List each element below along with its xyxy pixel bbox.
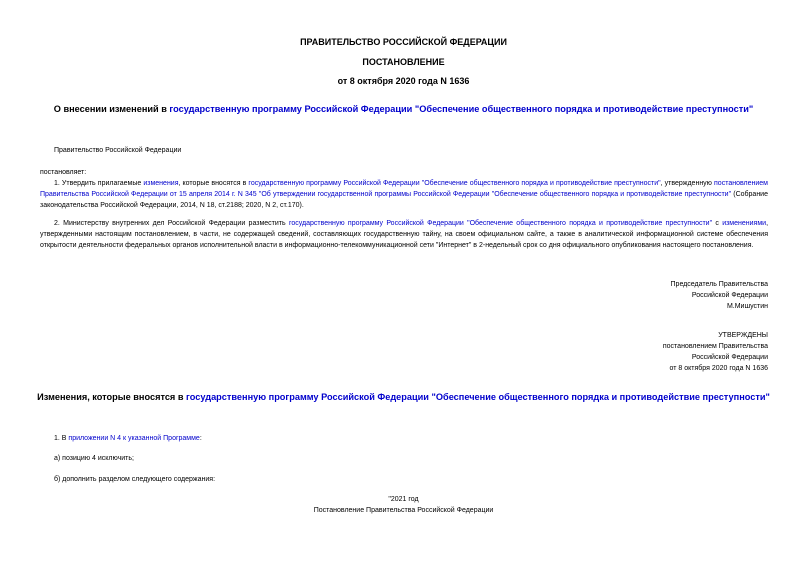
p1-text-b: , которые вносятся в: [178, 180, 249, 187]
item1-text-b: :: [199, 435, 202, 442]
p2-text-a: 2. Министерству внутренних дел Российской Федерации разместить: [54, 220, 289, 227]
title-prefix: О внесении изменений в: [53, 104, 170, 114]
changes-item-a: а) позицию 4 исключить;: [54, 455, 134, 462]
approved-line-3: Российской Федерации: [691, 354, 768, 361]
approved-block: [663, 330, 768, 374]
body-government: Правительство Российской Федерации: [54, 147, 182, 154]
item1-text-a: 1. В: [54, 435, 69, 442]
p1-text-d: (Собрание законодательства Российской Федерации, 2014, N 18, ст.2188; 2020, N 2, ст.170).: [40, 191, 768, 209]
p2-text-b: с: [712, 220, 723, 227]
p1-link-changes[interactable]: изменения: [143, 180, 179, 187]
document-title: [0, 104, 807, 114]
signature-block: [671, 279, 768, 312]
signature-line-2: Российской Федерации: [691, 292, 768, 299]
approved-line-4: от 8 октября 2020 года N 1636: [669, 365, 768, 372]
p1-text-a: 1. Утвердить прилагаемые: [54, 180, 144, 187]
approved-line-2: постановлением Правительства: [662, 343, 768, 350]
paragraph-2: [40, 218, 768, 251]
signature-line-1: Председатель Правительства: [670, 281, 768, 288]
header-date-number: от 8 октября 2020 года N 1636: [337, 76, 470, 86]
changes-item-b: б) дополнить разделом следующего содержания:: [54, 476, 216, 483]
approved-line-1: УТВЕРЖДЕНЫ: [718, 332, 768, 339]
p1-link-program[interactable]: государственную программу Российской Федерации "Обеспечение общественного порядка и противодействие преступности": [248, 180, 661, 187]
changes-item-1: [54, 433, 202, 444]
header-org: ПРАВИТЕЛЬСТВО РОССИЙСКОЙ ФЕДЕРАЦИИ: [300, 37, 507, 47]
item1-link-appendix[interactable]: приложении N 4 к указанной Программе: [68, 435, 200, 442]
quote-year: "2021 год: [388, 496, 419, 503]
p2-link-program[interactable]: государственную программу Российской Федерации "Обеспечение общественного порядка и противодействие преступности": [288, 220, 713, 227]
title-program-link[interactable]: государственную программу Российской Федерации "Обеспечение общественного порядка и противодействие преступности": [169, 104, 754, 114]
signature-line-3: М.Мишустин: [726, 303, 768, 310]
p1-text-c: , утвержденную: [660, 180, 715, 187]
paragraph-1: [40, 178, 768, 211]
p1-link-resolution[interactable]: постановлением Правительства Российской Федерации от 15 апреля 2014 г. N 345 "Об утверждении государственной программы Российской Федерации "Обеспечение общественного порядка и противодействие преступности": [40, 180, 768, 198]
body-decrees: постановляет:: [40, 169, 87, 176]
p2-text-c: , утвержденными настоящим постановлением, в части, не содержащей сведений, составляющих государственную тайну, на своем официальном сайте, а также в аналитической информационной системе обеспечения открытости деятельности федеральных органов исполнительной власти в информационно-телекоммуникационной сети "Интернет" в 2-недельный срок со дня официального опубликования настоящего постановления.: [40, 220, 769, 249]
changes-title-prefix: Изменения, которые вносятся в: [37, 392, 187, 402]
quote-line: Постановление Правительства Российской Федерации: [313, 507, 494, 514]
header-doc-type: ПОСТАНОВЛЕНИЕ: [362, 57, 445, 67]
changes-title-link[interactable]: государственную программу Российской Федерации "Обеспечение общественного порядка и противодействие преступности": [186, 392, 770, 402]
changes-title: [0, 392, 807, 402]
p2-link-changes[interactable]: изменениями: [722, 220, 767, 227]
